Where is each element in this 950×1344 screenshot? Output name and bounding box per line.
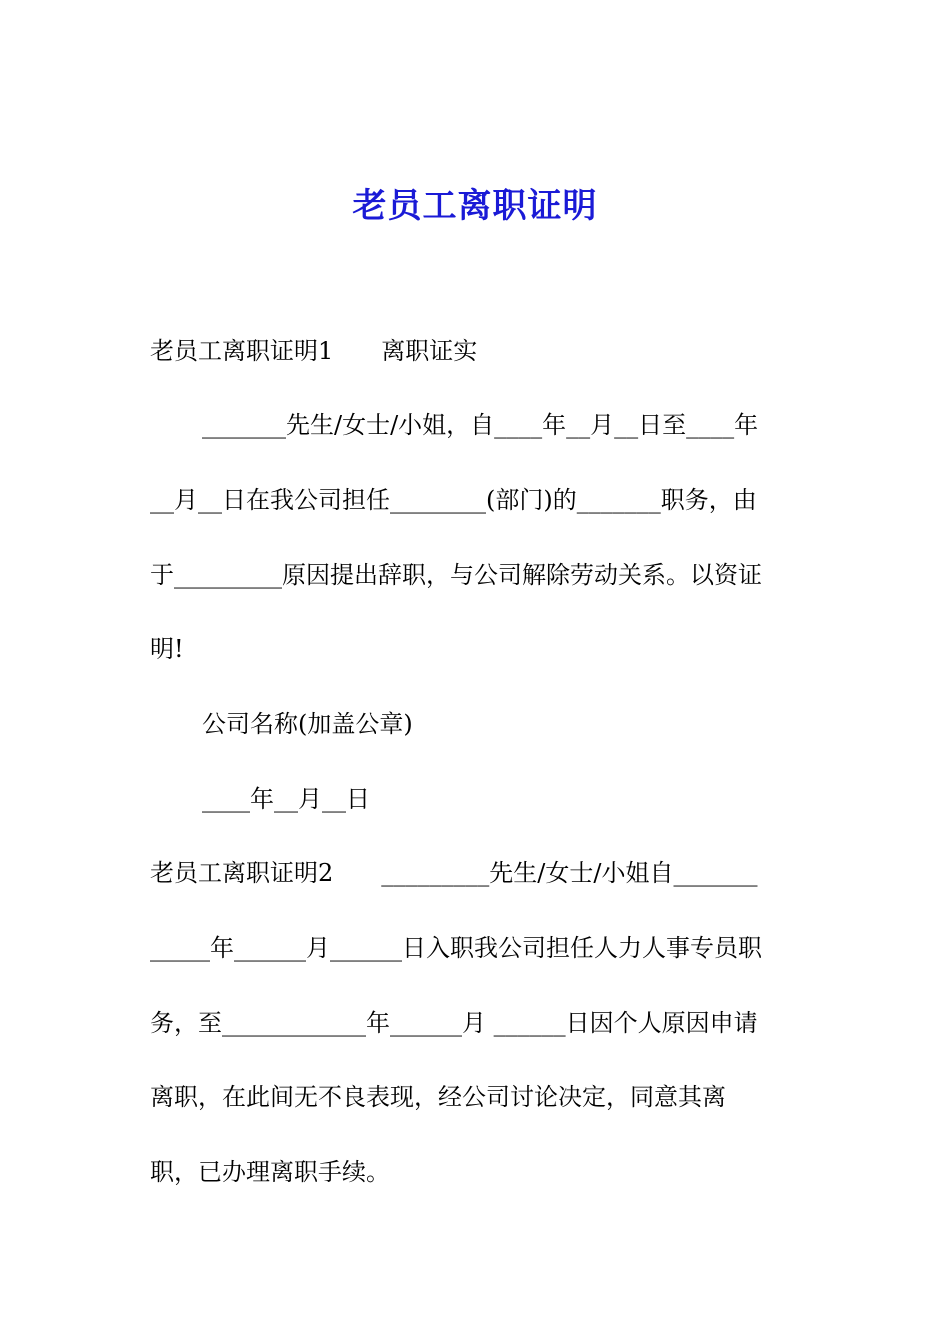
section-2-heading: 老员工离职证明2 _________先生/女士/小姐自_______ bbox=[150, 859, 758, 887]
paragraph-line: 职，已办理离职手续。 bbox=[150, 1158, 390, 1186]
date-line: ____年__月__日 bbox=[202, 785, 370, 813]
paragraph-line: __月__日在我公司担任________(部门)的_______职务，由 bbox=[150, 486, 757, 514]
section-1-heading: 老员工离职证明1 离职证实 bbox=[150, 337, 478, 365]
paragraph-line: 务，至____________年______月 ______日因个人原因申请 bbox=[150, 1009, 758, 1037]
paragraph-line: _______先生/女士/小姐，自____年__月__日至____年 bbox=[202, 411, 759, 439]
company-name-line: 公司名称(加盖公章) bbox=[202, 710, 413, 738]
paragraph-line: 明! bbox=[150, 635, 184, 663]
paragraph-line: _____年______月______日入职我公司担任人力人事专员职 bbox=[150, 934, 762, 962]
paragraph-line: 离职，在此间无不良表现，经公司讨论决定，同意其离 bbox=[150, 1083, 726, 1111]
paragraph-line: 于_________原因提出辞职，与公司解除劳动关系。以资证 bbox=[150, 561, 762, 589]
document-title: 老员工离职证明 bbox=[352, 186, 598, 226]
